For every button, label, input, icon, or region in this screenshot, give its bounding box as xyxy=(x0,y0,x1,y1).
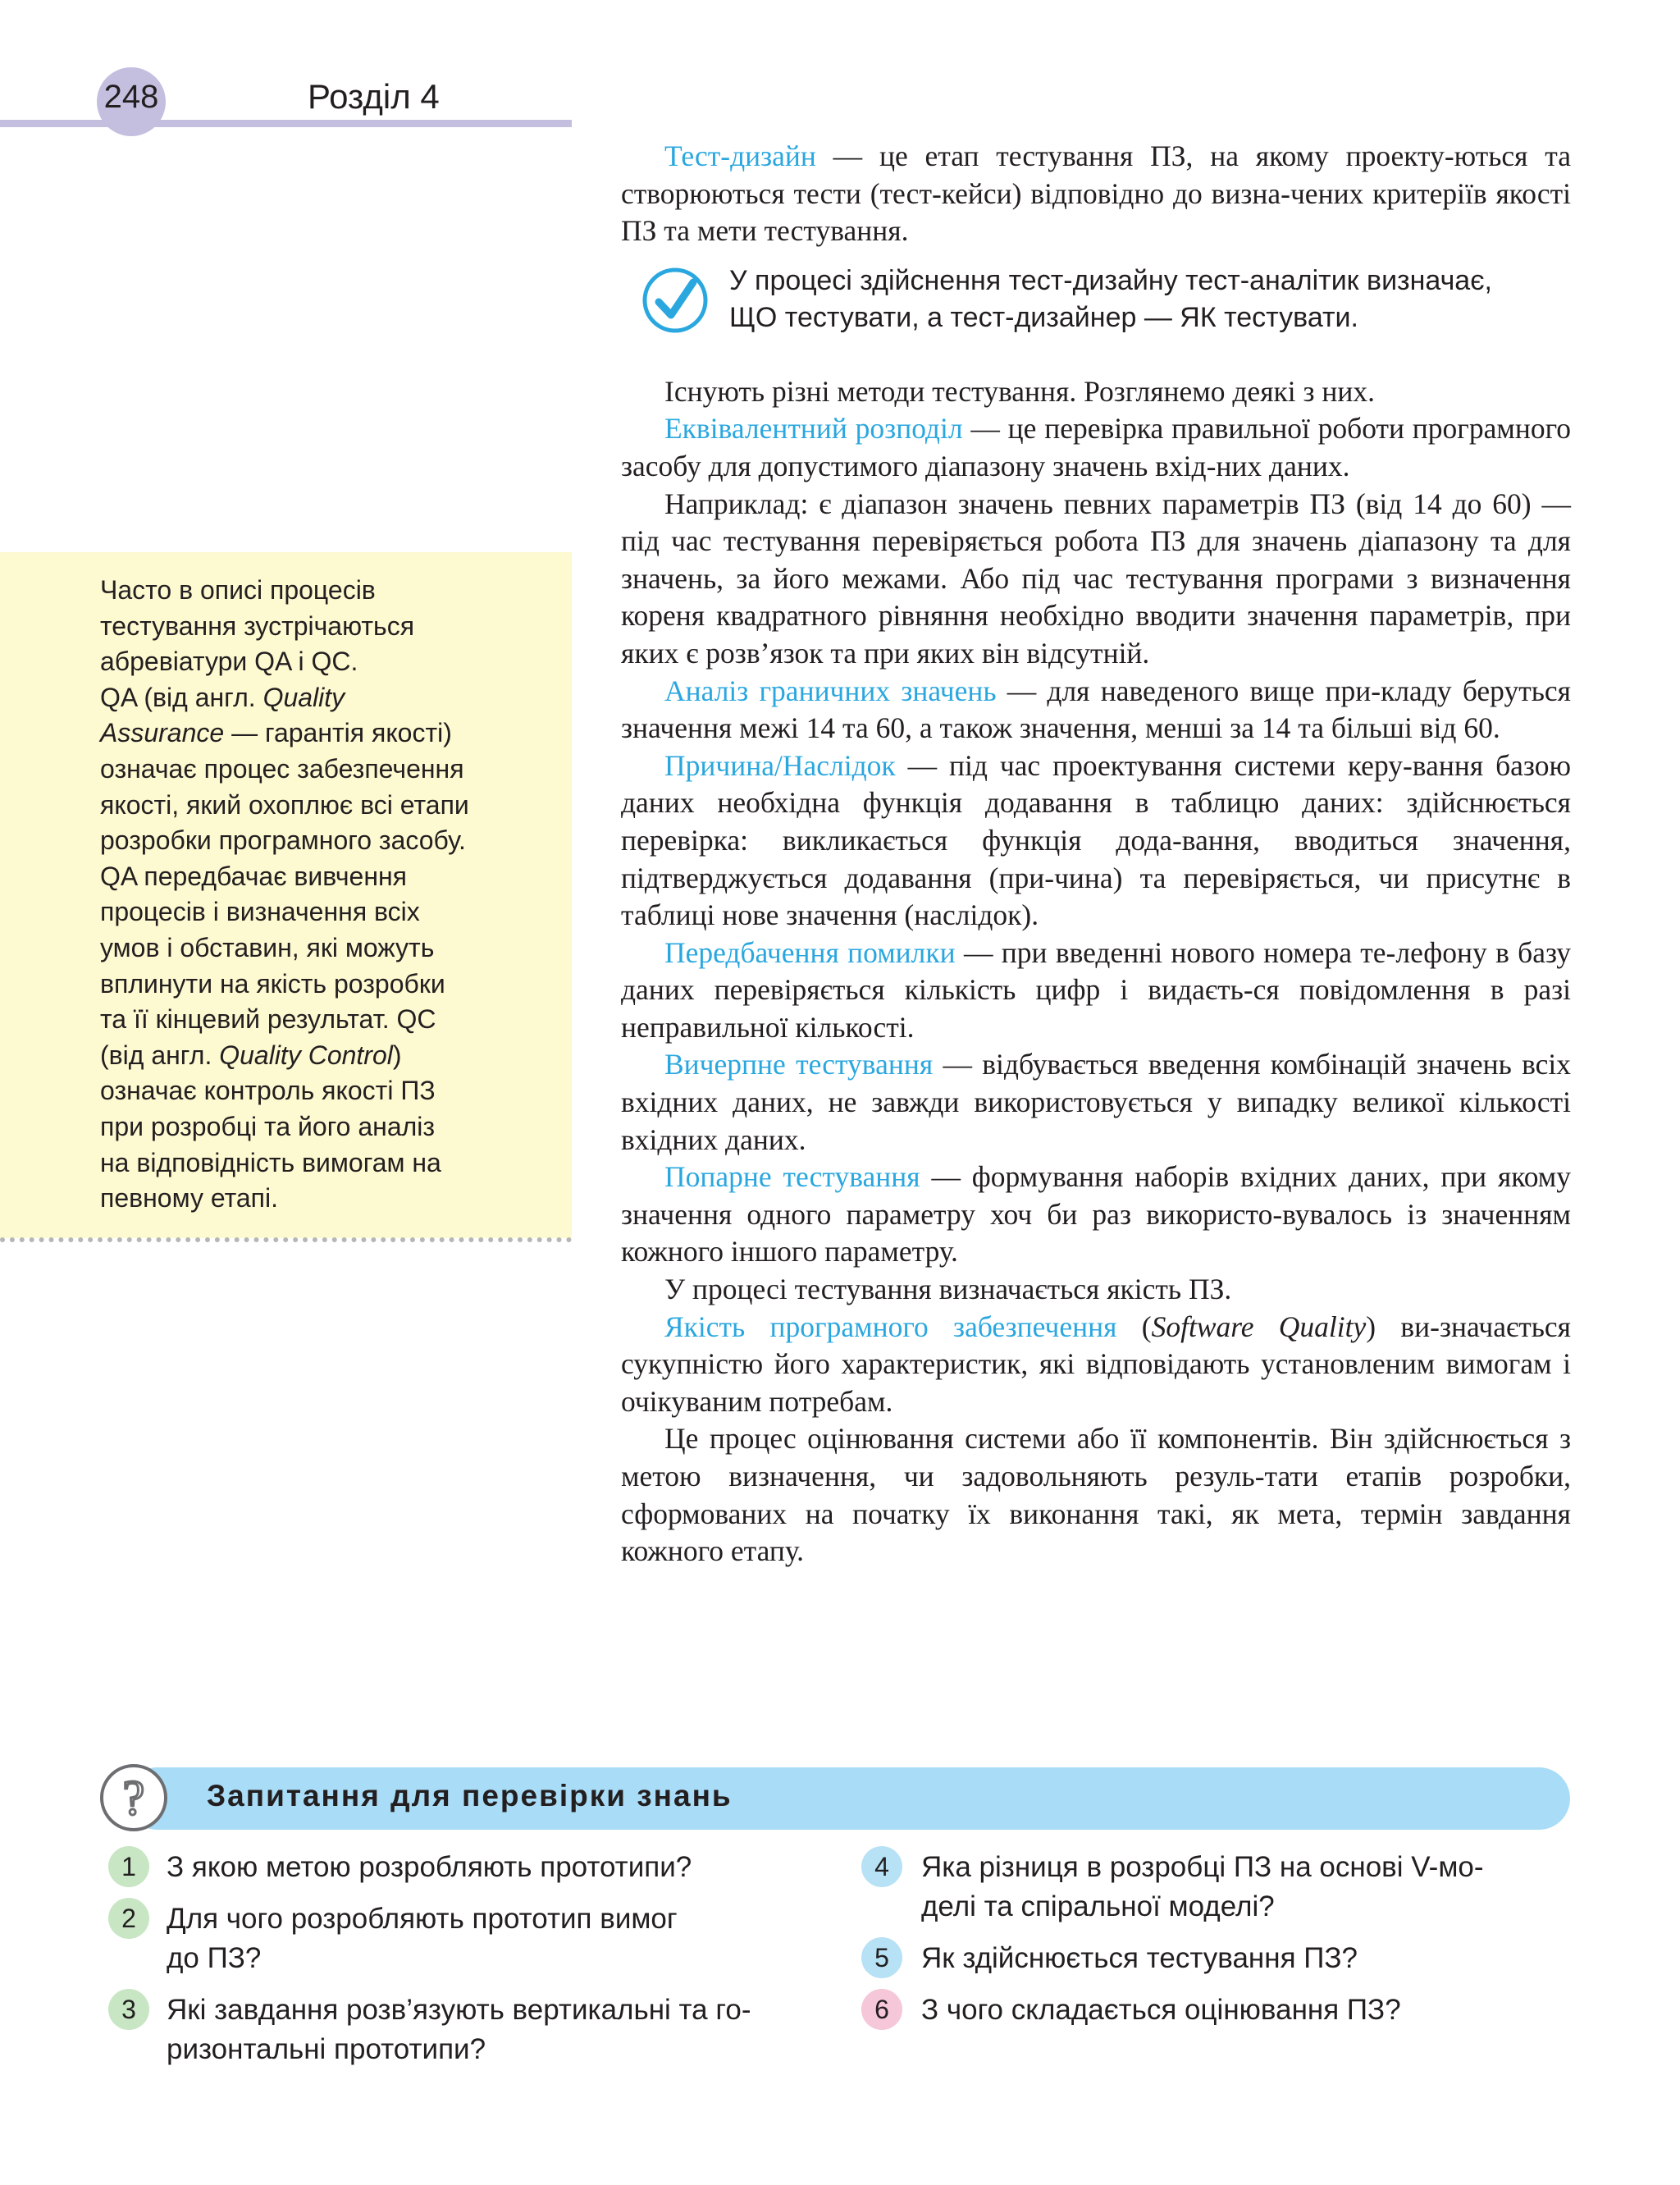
paragraph-boundary: Аналіз граничних значень — для наведеного вище при-кладу беруться значення межі 14 та 60, а також значення, менші за 14 та більші від 60. xyxy=(621,674,1571,745)
paragraph-software-quality: Якість програмного забезпечення (Software Quality) ви-значається сукупністю його характеристик, які відповідають установленим вимогам і очікуваним потребам. xyxy=(621,1310,1571,1418)
question-mark-icon xyxy=(99,1763,168,1832)
question-number: 6 xyxy=(861,1989,902,2030)
term: Еквівалентний розподіл xyxy=(664,412,963,446)
paragraph: У процесі тестування визначається якість ПЗ. xyxy=(664,1273,1232,1306)
paragraph-test-design: Тест-дизайн — це етап тестування ПЗ, на якому проекту-ються та створюються тести (тест-кейси) відповідно до визна-чених критеріїв якості ПЗ та мети тестування. xyxy=(621,139,1571,248)
question-item: Яка різниця в розробці ПЗ на основі V-мо- делі та спіральної моделі? xyxy=(921,1851,1484,1922)
main-text xyxy=(621,138,1571,1570)
paragraph: Існують різні методи тестування. Розглянемо деякі з них. xyxy=(664,374,1376,408)
check-note: У процесі здійснення тест-дизайну тест-аналітик визначає, ЩО тестувати, а тест-дизайнер — ЯК тестувати. xyxy=(729,265,1493,333)
paragraph-exhaustive: Вичерпне тестування — відбувається введення комбінацій значень всіх вхідних даних, не завжди використовується у випадку великої кількості вхідних даних. xyxy=(621,1048,1571,1156)
header-rule xyxy=(0,120,572,127)
paragraph-evaluation: Це процес оцінювання системи або її компонентів. Він здійснюється з метою визначення, чи задовольняють резуль-тати етапів розробки, сформованих на початку їх виконання такі, як мета, термін завдання кожного етапу. xyxy=(621,1422,1571,1568)
paragraph-cause-effect: Причина/Наслідок — під час проектування системи керу-вання базою даних необхідна функція додавання в таблицю даних: здійснюється перевірка: викликається функція дода-вання, вводиться значення, підтверджується додавання (при-чина) та перевіряється, чи присутнє в таблиці нове значення (наслідок). xyxy=(621,748,1571,932)
question-item: З чого складається оцінювання ПЗ? xyxy=(921,1994,1401,2026)
paragraph-equivalence: Еквівалентний розподіл — це перевірка правильної роботи програмного засобу для допустимого діапазону значень вхід-них даних. xyxy=(621,412,1571,482)
svg-text:?: ? xyxy=(122,1771,145,1825)
question-item: Які завдання розв’язують вертикальні та го- ризонтальні прототипи? xyxy=(167,1994,751,2065)
term: Причина/Наслідок xyxy=(664,748,896,782)
note-spacer xyxy=(621,250,1571,373)
page-number: 248 xyxy=(103,79,159,115)
paragraph-example: Наприклад: є діапазон значень певних параметрів ПЗ (від 14 до 60) — під час тестування перевіряється робота ПЗ для значень діапазону та для значень, за його межами. Або під час тестування програми з визначення кореня квадратного рівняння необхідно вводити значення параметрів, при яких є розв’язок та при яких він відсутній. xyxy=(621,487,1571,670)
paragraph-pairwise: Попарне тестування — формування наборів вхідних даних, при якому значення одного параметру хоч би раз використо-вувалось із значенням кожного іншого параметру. xyxy=(621,1160,1571,1268)
term: Вичерпне тестування xyxy=(664,1048,934,1081)
question-number: 1 xyxy=(108,1846,149,1887)
question-number: 3 xyxy=(108,1989,149,2030)
term: Аналіз граничних значень xyxy=(664,674,997,707)
question-number: 4 xyxy=(861,1846,902,1887)
term: Передбачення помилки xyxy=(664,935,956,969)
term: Якість програмного забезпечення xyxy=(664,1310,1117,1343)
question-item: З якою метою розробляють прототипи? xyxy=(167,1851,692,1883)
question-number: 5 xyxy=(861,1937,902,1978)
question-number: 2 xyxy=(108,1898,149,1939)
question-item: Для чого розробляють прототип вимог до ПЗ? xyxy=(167,1903,678,1974)
sidebar-note-text: Часто в описі процесів тестування зустрічаються абревіатури QA і QC. QA (від англ. Quality Assurance — гарантія якості) означає процес забезпечення якості, який охоплює всі етапи розробки програмного засобу. QA передбачає вивчення процесів і визначення всіх умов і обставин, які можуть вплинути на якість розробки та її кінцевий результат. QC (від англ. Quality Control) означає контроль якості ПЗ при розробці та його аналіз на відповідність вимогам на певному етапі. xyxy=(100,575,469,1214)
paragraph-error-guessing: Передбачення помилки — при введенні нового номера те-лефону в базу даних перевіряється кількість цифр і видаєть-ся повідомлення в разі неправильної кількості. xyxy=(621,935,1571,1044)
question-item: Як здійснюється тестування ПЗ? xyxy=(921,1942,1358,1974)
sidebar-dotted-divider xyxy=(0,1237,572,1242)
term: Попарне тестування xyxy=(664,1160,920,1194)
questions-title: Запитання для перевірки знань xyxy=(207,1779,733,1812)
term: Тест-дизайн xyxy=(664,139,816,172)
chapter-title: Розділ 4 xyxy=(308,77,440,116)
